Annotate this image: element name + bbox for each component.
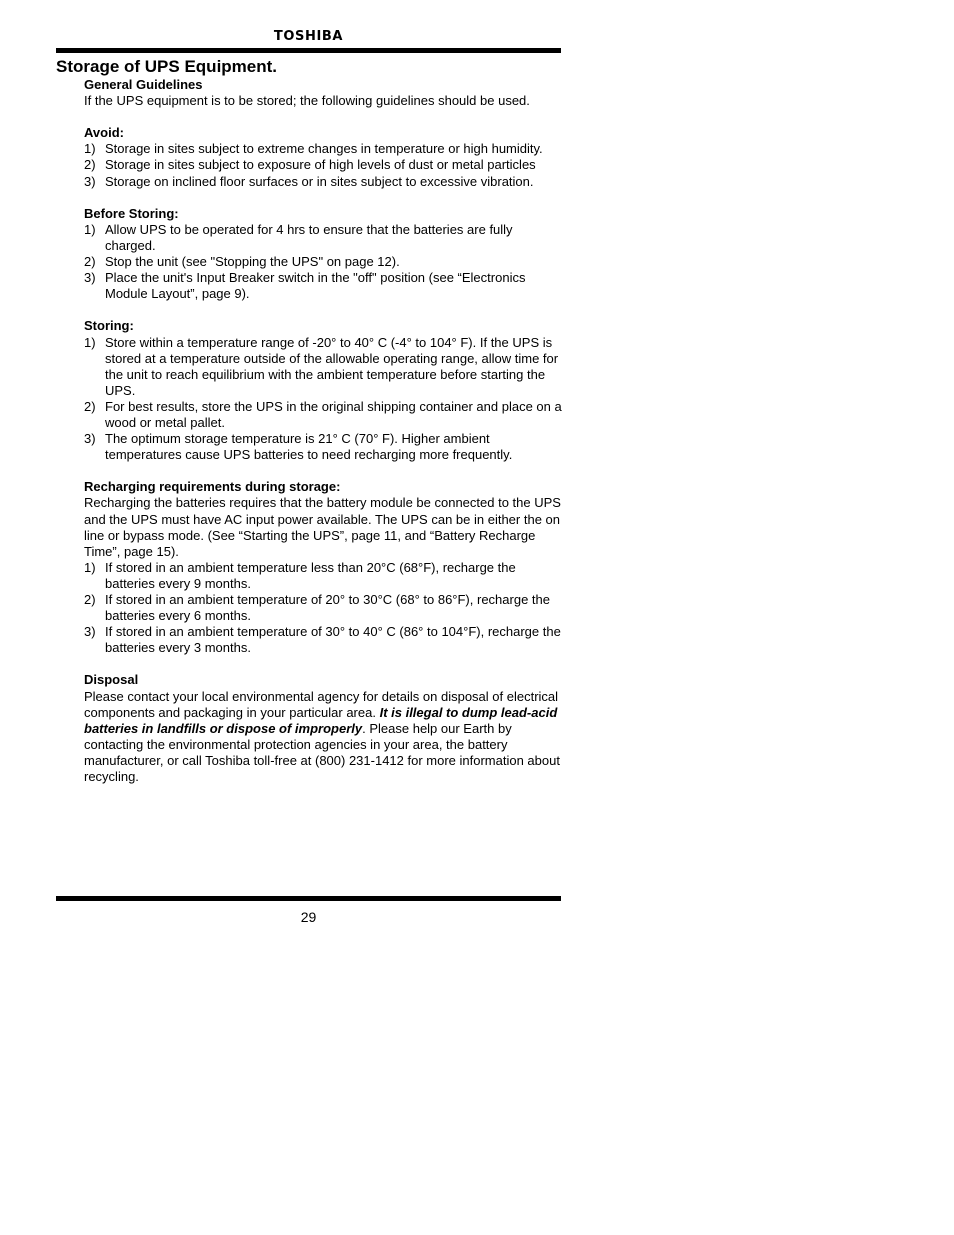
main-content [84,77,562,785]
general-guidelines-text: If the UPS equipment is to be stored; the following guidelines should be used. [84,93,530,109]
disposal-text-start: Please contact your local environmental agency for details on disposal of electrical components and packaging in your particular area. [84,688,559,720]
disposal-section [84,672,562,785]
list-item-number: 3) [84,270,96,286]
general-guidelines-heading: General Guidelines [84,77,203,92]
list-item-number: 2) [84,254,96,270]
disposal-text-end: . Please help our Earth by contacting the environmental protection agencies in your area, the battery manufacturer, or call Toshiba toll-free at (800) 231-1412 for more information about recycling. [84,720,560,785]
list-item-number: 2) [84,592,96,607]
spacer [84,463,562,479]
list-item [84,624,562,656]
list-item [84,174,562,190]
list-item-text: The optimum storage temperature is 21° C (70° F). Higher ambient temperatures cause UPS batteries to need recharging more frequently. [105,431,513,463]
list-item-number: 2) [84,157,96,173]
spacer [84,190,562,206]
list-item-text: If stored in an ambient temperature less than 20°C (68°F), recharge the batteries every 9 months. [105,559,516,591]
list-item-number: 3) [84,624,96,640]
list-item [84,592,562,624]
list-item [84,141,562,157]
list-item [84,560,562,592]
list-item-number: 1) [84,559,96,575]
page-title: Storage of UPS Equipment. [56,57,278,76]
disposal-heading: Disposal [84,672,139,688]
list-item [84,157,562,173]
recharging-text: Recharging the batteries requires that the battery module be connected to the UPS and the UPS must have AC input power available. The UPS can be in either the on line or bypass mode. (See “Starting the UPS”, page 11, and “Battery Recharge Time”, page 15). [84,495,561,559]
footer-rule [56,896,561,901]
list-item-number: 3) [84,431,96,447]
before-storing-section [84,206,562,303]
list-item-text: Place the unit's Input Breaker switch in the "off" position (see “Electronics Module Layout”, page 9). [105,270,526,302]
recharging-list [84,560,562,657]
before-storing-heading: Before Storing: [84,205,179,221]
avoid-list [84,141,562,189]
storing-list [84,335,562,464]
header-rule [56,48,561,53]
list-item [84,222,562,254]
list-item-text: If stored in an ambient temperature of 20° to 30°C (68° to 86°F), recharge the batteries every 6 months. [105,592,550,624]
before-storing-list [84,222,562,302]
list-item-number: 2) [84,398,96,414]
list-item-number: 1) [84,141,96,157]
list-item-text: Storage in sites subject to extreme changes in temperature or high humidity. [105,141,543,157]
list-item [84,335,562,399]
spacer [84,109,562,125]
general-guidelines-section [84,77,562,109]
list-item-text: Stop the unit (see "Stopping the UPS" on page 12). [105,254,400,270]
list-item [84,270,562,302]
list-item-text: Storage in sites subject to exposure of high levels of dust or metal particles [105,157,536,173]
list-item [84,399,562,431]
list-item-number: 1) [84,334,96,350]
recharging-heading: Recharging requirements during storage: [84,479,341,495]
list-item-text: If stored in an ambient temperature of 30° to 40° C (86° to 104°F), recharge the batteries every 3 months. [105,624,561,656]
recharging-section [84,479,562,656]
list-item-text: Store within a temperature range of -20° to 40° C (-4° to 104° F). If the UPS is stored at a temperature outside of the allowable operating range, allow time for the unit to reach equilibrium with the ambient temperature before starting the UPS. [105,334,559,398]
list-item [84,254,562,270]
list-item-text: Storage on inclined floor surfaces or in sites subject to excessive vibration. [105,173,534,189]
list-item-number: 1) [84,221,96,237]
list-item-text: Allow UPS to be operated for 4 hrs to ensure that the batteries are fully charged. [105,221,513,253]
disposal-warning: It is illegal to dump lead-acid batteries in landfills or dispose of improperly [84,704,558,736]
list-item-text: For best results, store the UPS in the original shipping container and place on a wood or metal pallet. [105,398,562,430]
avoid-section [84,125,562,189]
spacer [84,302,562,318]
storing-heading: Storing: [84,318,134,334]
avoid-heading: Avoid: [84,125,124,141]
list-item [84,431,562,463]
page-number: 29 [300,909,317,925]
list-item-number: 3) [84,173,96,189]
disposal-text [84,689,562,786]
brand-logo: TOSHIBA [273,29,344,44]
spacer [84,656,562,672]
storing-section [84,318,562,463]
